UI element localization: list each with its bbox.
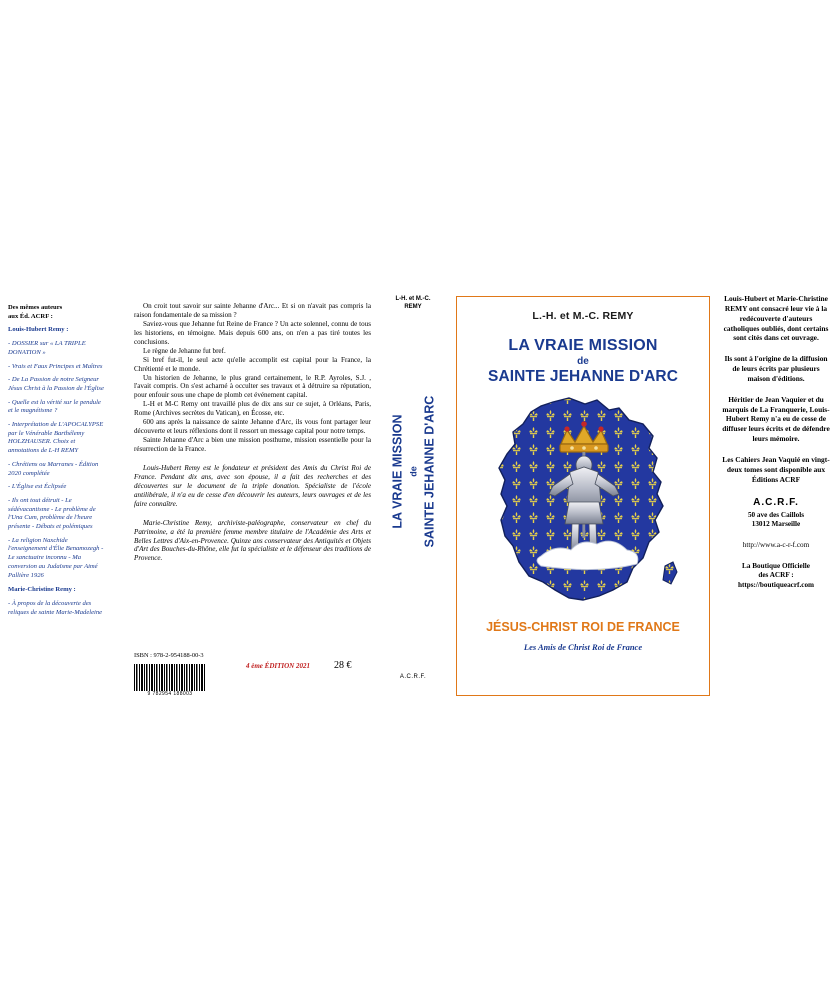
spine-title-de: de [408, 466, 419, 477]
shop-website-link[interactable]: https://boutiqueacrf.com [737, 580, 815, 589]
list-item: - Chrétiens ou Marranes - Édition 2020 complétée [8, 460, 99, 477]
spine-title-line1: LA VRAIE MISSION [390, 414, 405, 529]
spine-title-line2: SAINTE JEHANNE D'ARC [422, 395, 437, 548]
flap-paragraph: Héritier de Jean Vaquier et du marquis de La Franquerie, Louis-Hubert Remy n'a eu de cesse de diffuser leurs écrits et de défendre leurs mémoire. [722, 394, 830, 444]
front-title-de: de [577, 356, 589, 367]
front-cover-subtitle: JÉSUS-CHRIST ROI DE FRANCE [486, 620, 680, 634]
edition-label: 4 ème ÉDITION 2021 [246, 662, 310, 670]
blurb-paragraph: Si bref fut-il, le seul acte qu'elle accomplit est capital pour la France, la Chrétienté et le monde. [134, 355, 371, 373]
book-spine [372, 296, 454, 696]
author1-works-list [8, 340, 104, 580]
back-cover-blurb [134, 302, 371, 563]
list-item: - Interprétation de L'APOCALYPSE par le Vénérable Barthélemy HOLZHAUSER. Choix et annotations de L-H REMY [8, 421, 104, 455]
publisher-acrf: A.C.R.F. [753, 496, 799, 508]
blurb-paragraph: Le règne de Jehanne fut bref. [143, 346, 226, 355]
other-works-column [8, 304, 104, 623]
list-item: - La religion Naxchide l'enseignement d'Élie Benamozegh - Le sanctuaire inconnu - Ma conversion au Judaïsme par Aimé Pallière 1926 [8, 536, 104, 579]
corsica-outline [663, 562, 677, 584]
bio-paragraph: Marie-Christine Remy, archiviste-paléographe, conservateur en chef du Patrimoine, a été la première femme membre titulaire de l'Académie des Arts et Belles Lettres d'Aix-en-Provence. Quinze ans conservateur des Antiquités et Objets d'Art des Bouches-du-Rhône, elle fut la spécialiste et le défenseur des traditions de Provence. [134, 518, 371, 563]
list-item: - De La Passion de notre Seigneur Jésus Christ à la Passion de l'Église [8, 376, 104, 392]
flap-paragraph: Ils sont à l'origine de la diffusion de leurs écrits par plusieurs maison d'éditions. [724, 354, 828, 383]
front-cover [456, 296, 710, 696]
price-label: 28 € [334, 660, 352, 671]
blurb-paragraph: Un historien de Jehanne, le plus grand certainement, le R.P. Ayroles, S.J. , l'avait compris. On s'est acharné à occulter ses travaux et à détruire sa réputation, pour enfouir sous une chape de plomb cet événement capital. [134, 373, 371, 400]
publisher-address [722, 511, 830, 530]
author-biographies [134, 464, 371, 563]
blurb-paragraph: 600 ans après la naissance de sainte Jehanne d'Arc, ils vous font partager leur découverte et leurs réflexions dont il ressort un message capital pour notre temps. [134, 418, 371, 436]
cover-illustration [457, 390, 711, 618]
list-item: - À propos de la découverte des reliques de sainte Marie-Madeleine [8, 599, 103, 616]
barcode [134, 664, 206, 698]
front-title-line1: LA VRAIE MISSION [508, 337, 658, 354]
author2-works-list [8, 600, 104, 617]
address-line-2: 13012 Marseille [751, 520, 801, 529]
barcode-number: 9 782954 188003 [147, 691, 193, 697]
right-flap [722, 294, 830, 590]
spine-authors: L-H. et M.-C. REMY [395, 296, 431, 310]
flap-paragraph: Louis-Hubert et Marie-Christine REMY ont consacré leur vie à la redécouverte d'auteurs catholiques oubliés, dont certains sont cités dans cet ouvrage. [723, 294, 829, 343]
front-cover-title [457, 337, 709, 386]
list-item: - DOSSIER sur « LA TRIPLE DONATION » [8, 340, 86, 356]
publisher-website-link[interactable]: http://www.a-c-r-f.com [742, 540, 810, 549]
blurb-paragraph: On croit tout savoir sur sainte Jehanne d'Arc... Et si on n'avait pas compris la raison fondamentale de sa mission ? [134, 302, 371, 319]
isbn-text: ISBN : 978-2-954188-00-3 [134, 652, 204, 659]
author-name-remy-lh: Louis-Hubert Remy : [8, 326, 69, 334]
list-item: - Vrais et Faux Principes et Maîtres [8, 362, 103, 370]
front-cover-publisher: Les Amis de Christ Roi de France [523, 642, 643, 652]
publisher-shop [722, 562, 830, 591]
front-cover-authors: L.-H. et M.-C. REMY [532, 310, 634, 322]
other-works-heading: Des mêmes auteurs aux Éd. ACRF : [8, 304, 63, 320]
list-item: - L'Église est Éclipsée [8, 483, 67, 491]
author-name-remy-mc: Marie-Christine Remy : [8, 586, 76, 594]
list-item: - Quelle est la vérité sur le pendule et le magnétisme ? [8, 398, 101, 415]
blurb-paragraph: Saviez-vous que Jehanne fut Reine de France ? Un acte solennel, connu de tous les historiens, en témoigne. Mais depuis 600 ans, on n'en a pas tiré toutes les conclusions. [134, 319, 371, 346]
blurb-paragraph: L-H et M-C Remy ont travaillé plus de dix ans sur ce sujet, à Orléans, Paris, Rome (Archives secrètes du Vatican), en Écosse, etc. [134, 400, 371, 418]
map-of-france-illustration [457, 390, 711, 618]
shop-line-1: La Boutique Officielle [742, 561, 810, 570]
spine-publisher-logo: A.C.R.F. [399, 674, 427, 680]
spine-title [389, 350, 440, 594]
bio-paragraph: Louis-Hubert Remy est le fondateur et président des Amis du Christ Roi de France. Pendant dix ans, avec son épouse, il a fait des recherches et des découvertes sur le document de la triple donation. Spécialiste de l'école antilibérale, il n'a eu de cesse d'en découvrir les auteurs, leurs ouvrages et de les faire connaître. [134, 463, 371, 508]
book-cover-layout [0, 286, 838, 706]
front-title-line2: SAINTE JEHANNE D'ARC [488, 368, 678, 385]
flap-paragraph: Les Cahiers Jean Vaquié en vingt-deux tomes sont disponible aux Éditions ACRF [722, 454, 830, 484]
shop-line-2: des ACRF : [758, 571, 794, 580]
blurb-paragraph: Sainte Jehanne d'Arc a bien une mission posthume, mission essentielle pour la résurrection de la France. [134, 436, 371, 453]
barcode-bars [134, 664, 206, 691]
address-line-1: 50 ave des Caillols [747, 510, 805, 519]
list-item: - Ils ont tout détruit - Le sédévacantisme - Le problème de l'Una Cum, problème de l'heure présente - Débats et polémiques [8, 496, 96, 531]
